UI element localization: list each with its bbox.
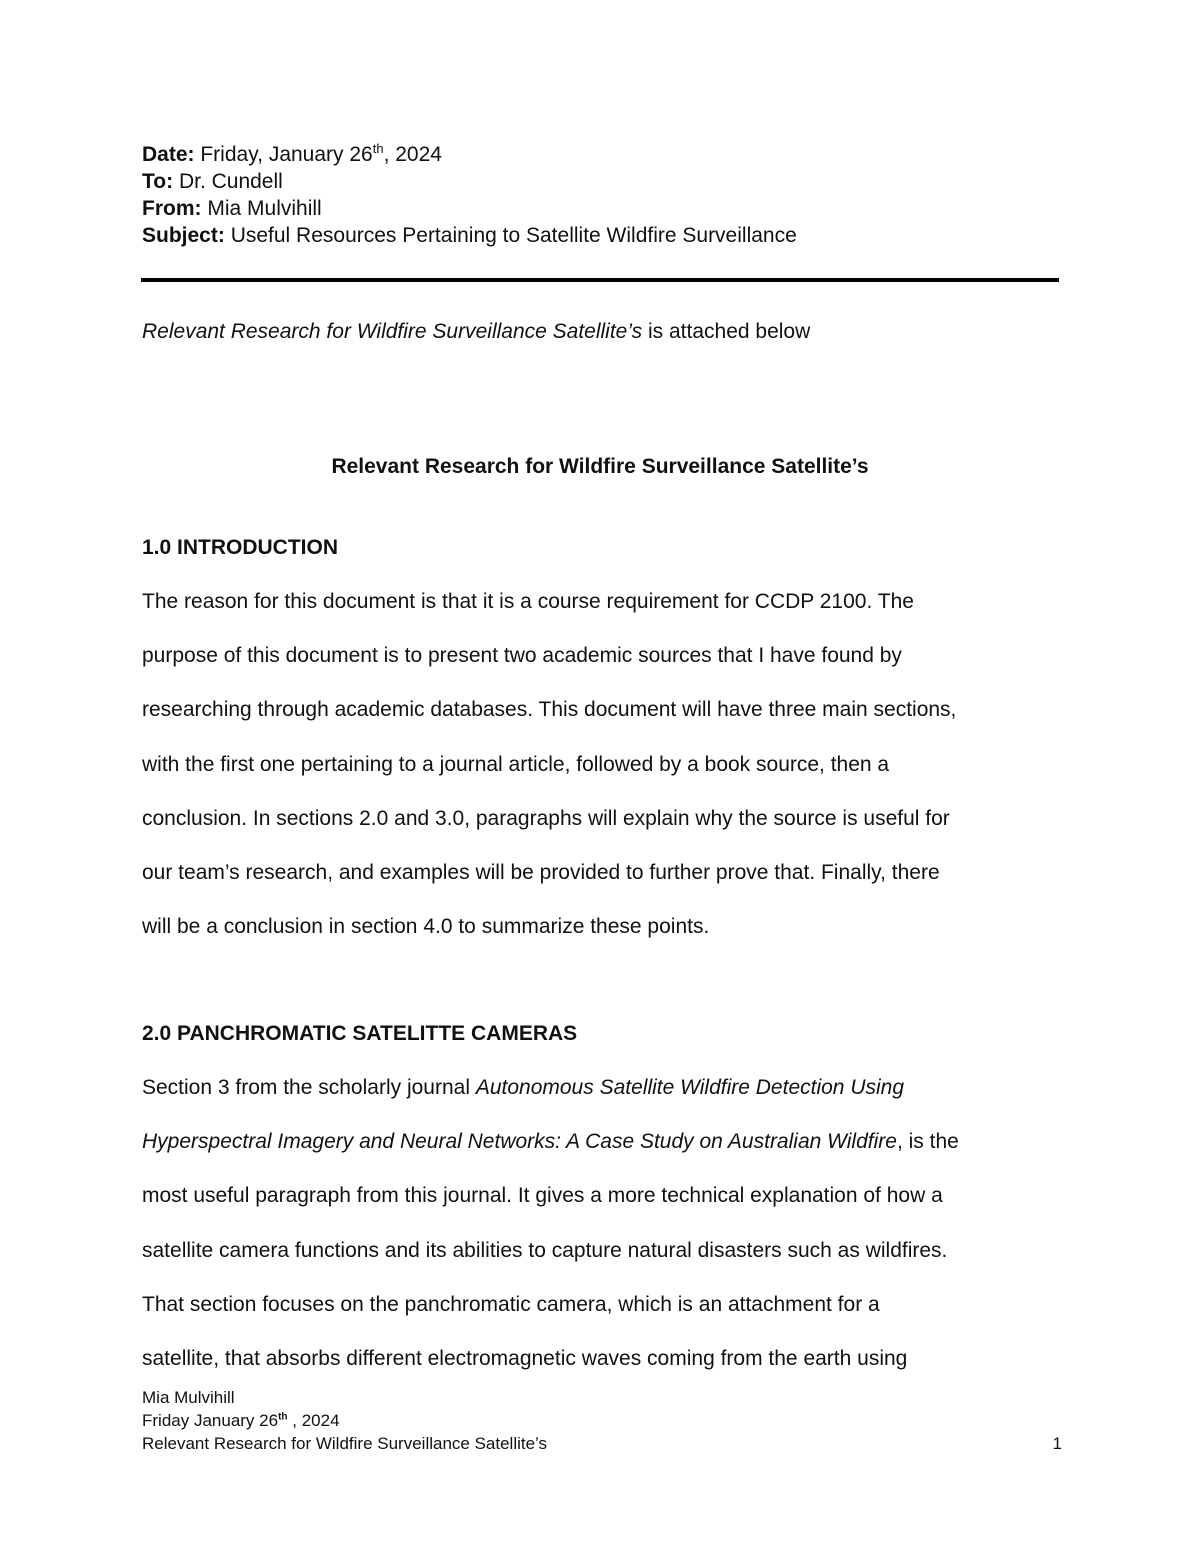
memo-to-label: To: [142, 170, 174, 193]
paragraph-line: conclusion. In sections 2.0 and 3.0, paragraphs will explain why the source is useful for [142, 806, 950, 830]
memo-to-value: Dr. Cundell [178, 170, 283, 193]
footer-date-superscript: th [278, 1411, 288, 1423]
paragraph-line: with the first one pertaining to a journal article, followed by a book source, then a [142, 752, 890, 776]
paragraph-line: The reason for this document is that it is a course requirement for CCDP 2100. The [142, 590, 914, 613]
paragraph-line: most useful paragraph from this journal. It gives a more technical explanation of how a [142, 1184, 943, 1208]
memo-date-label: Date: [142, 143, 195, 166]
memo-header [142, 141, 1062, 249]
paragraph-line: satellite, that absorbs different electromagnetic waves coming from the earth using [142, 1346, 908, 1370]
attachment-title: Relevant Research for Wildfire Surveillance Satellite’s [142, 320, 643, 343]
section-2-heading: 2.0 PANCHROMATIC SATELITTE CAMERAS [142, 1022, 578, 1045]
document-title: Relevant Research for Wildfire Surveillance Satellite’s [331, 455, 869, 478]
section-2-paragraph [142, 1074, 1082, 1399]
paragraph-line [142, 1128, 1082, 1182]
memo-divider [141, 278, 1059, 282]
memo-from-value: Mia Mulvihill [207, 197, 322, 220]
paragraph-line: researching through academic databases. This document will have three main sections, [142, 698, 957, 722]
attachment-text: is attached below [642, 320, 811, 343]
journal-intro-text: Section 3 from the scholarly journal [142, 1076, 476, 1099]
footer-date-text: Friday January 26 [142, 1411, 279, 1430]
section-1-paragraph [142, 588, 1082, 967]
memo-date-text: Friday, January 26 [200, 143, 373, 166]
memo-to-line [142, 168, 1062, 195]
paragraph-line: That section focuses on the panchromatic camera, which is an attachment for a [142, 1292, 880, 1316]
section-1-heading: 1.0 INTRODUCTION [142, 536, 339, 559]
attachment-note [142, 318, 810, 345]
memo-subject-label: Subject: [142, 224, 225, 247]
page-number: 1 [1052, 1434, 1062, 1453]
paragraph-line: purpose of this document is to present two academic sources that I have found by [142, 644, 902, 668]
memo-from-line [142, 195, 1062, 222]
memo-date-value [200, 143, 442, 166]
memo-date-superscript: th [372, 141, 384, 156]
footer-date-year: , 2024 [287, 1411, 340, 1430]
memo-subject-value: Useful Resources Pertaining to Satellite Wildfire Surveillance [230, 224, 797, 247]
paragraph-line: satellite camera functions and its abilities to capture natural disasters such as wildfires. [142, 1238, 948, 1262]
memo-from-label: From: [142, 197, 202, 220]
journal-trailing-text: , is the [896, 1130, 959, 1154]
journal-title-part-1: Autonomous Satellite Wildfire Detection Using [475, 1076, 905, 1099]
footer-author: Mia Mulvihill [142, 1388, 235, 1407]
memo-date-line [142, 141, 1062, 168]
paragraph-line: our team’s research, and examples will be provided to further prove that. Finally, there [142, 860, 940, 884]
paragraph-line [142, 1074, 1082, 1128]
memo-subject-line [142, 222, 1062, 249]
paragraph-line: will be a conclusion in section 4.0 to summarize these points. [142, 915, 710, 939]
footer-title: Relevant Research for Wildfire Surveillance Satellite’s [142, 1434, 548, 1453]
page-footer [142, 1386, 1062, 1455]
memo-date-year: , 2024 [383, 143, 442, 166]
footer-date [142, 1409, 1062, 1432]
journal-title-part-2: Hyperspectral Imagery and Neural Networks: A Case Study on Australian Wildfire [142, 1130, 897, 1154]
